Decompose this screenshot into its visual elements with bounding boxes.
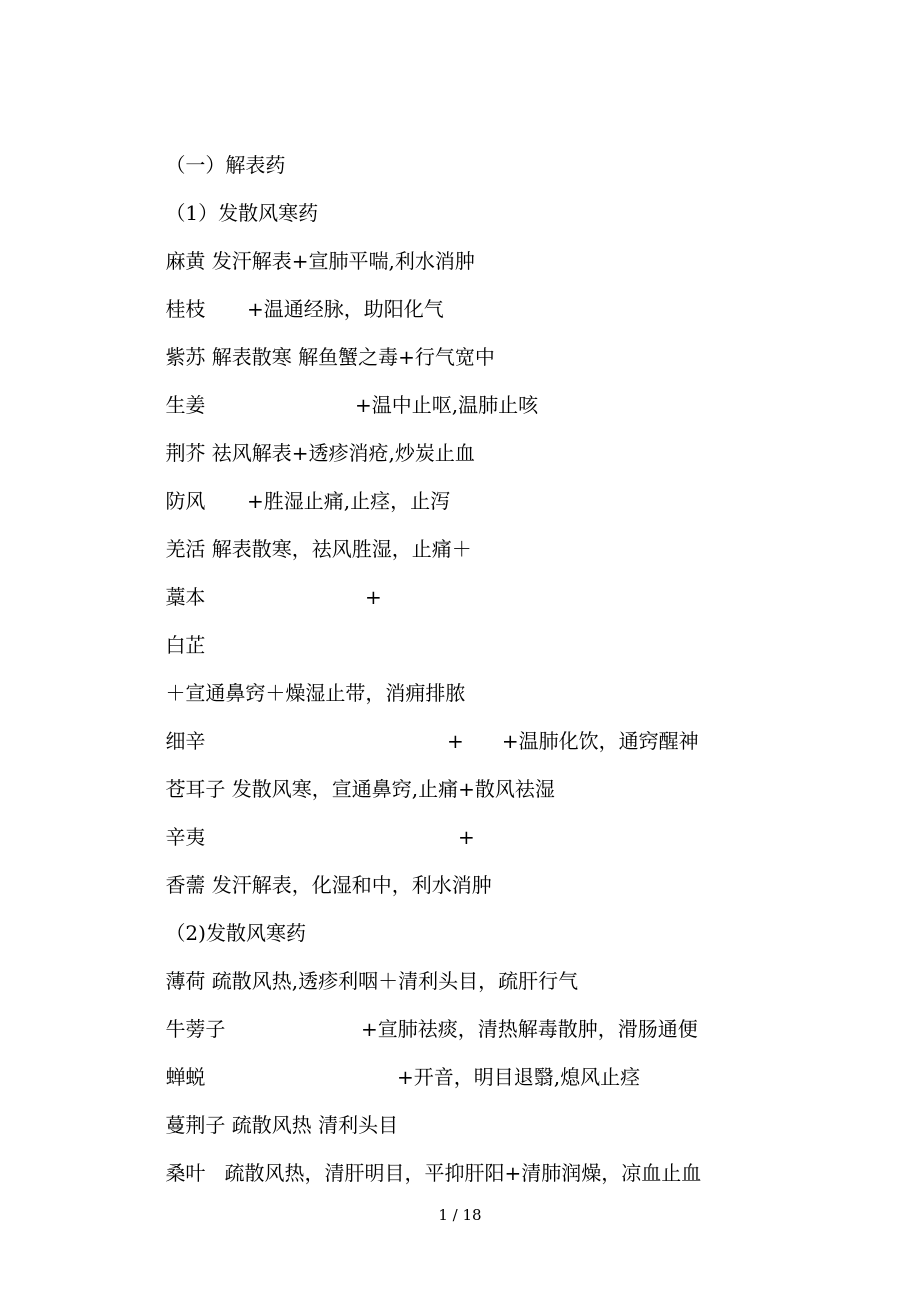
herb-name: 桂枝 — [165, 297, 206, 321]
herb-effects: 发汗解表+宣肺平喘,利水消肿 — [205, 249, 475, 273]
herb-effects: ＋宣通鼻窍＋燥湿止带，消痈排脓 — [165, 681, 466, 705]
herb-entry — [140, 504, 472, 561]
herb-name: 牛蒡子 — [165, 1017, 226, 1041]
herb-entry — [140, 264, 444, 321]
herb-name: 麻黄 — [165, 249, 206, 273]
herb-name: 细辛 — [165, 729, 206, 753]
herb-name: 藁本 — [165, 585, 206, 609]
herb-effects: + +温肺化饮，通窍醒神 — [447, 729, 699, 753]
herb-name: 羌活 — [165, 537, 206, 561]
herb-entry — [140, 1128, 702, 1185]
herb-entry — [140, 360, 539, 417]
herb-entry — [140, 408, 475, 465]
herb-effects: 疏散风热 清利头目 — [225, 1113, 399, 1137]
heading-text: （1）发散风寒药 — [165, 201, 319, 225]
herb-entry — [140, 552, 382, 609]
herb-name: 桑叶 — [165, 1161, 206, 1185]
herb-effects: + — [365, 585, 382, 609]
heading-text: （2)发散风寒药 — [165, 921, 306, 945]
herb-entry — [140, 1032, 641, 1089]
herb-entry — [140, 936, 579, 993]
subsection-heading — [140, 168, 319, 225]
herb-name: 辛夷 — [165, 825, 206, 849]
herb-name: 荆芥 — [165, 441, 206, 465]
herb-entry — [140, 216, 475, 273]
herb-entry — [140, 696, 699, 753]
herb-entry — [140, 840, 492, 897]
section-heading — [140, 120, 286, 177]
herb-effects: 祛风解表+透疹消疮,炒炭止血 — [205, 441, 475, 465]
herb-effects: 解表散寒 解鱼蟹之毒+行气宽中 — [205, 345, 495, 369]
herb-entry — [140, 1080, 399, 1137]
heading-text: （一）解表药 — [165, 153, 286, 177]
herb-effects: +胜湿止痛,止痉，止泻 — [247, 489, 451, 513]
herb-effects: 发散风寒，宣通鼻窍,止痛+散风祛湿 — [225, 777, 555, 801]
herb-name: 紫苏 — [165, 345, 206, 369]
herb-entry-continuation — [140, 648, 466, 705]
herb-name: 苍耳子 — [165, 777, 226, 801]
herb-entry — [140, 600, 206, 657]
herb-effects: 疏散风热,透疹利咽＋清利头目，疏肝行气 — [205, 969, 579, 993]
herb-effects: +温通经脉，助阳化气 — [247, 297, 444, 321]
herb-name: 防风 — [165, 489, 206, 513]
subsection-heading — [140, 888, 306, 945]
herb-name: 生姜 — [165, 393, 206, 417]
herb-effects: +温中止呕,温肺止咳 — [355, 393, 539, 417]
herb-entry — [140, 744, 555, 801]
herb-entry — [140, 984, 698, 1041]
herb-effects: 解表散寒，祛风胜湿，止痛＋ — [205, 537, 472, 561]
herb-name: 蝉蜕 — [165, 1065, 206, 1089]
herb-name: 白芷 — [165, 633, 206, 657]
page-number: 1 / 18 — [438, 1206, 482, 1224]
herb-effects: +开音，明目退翳,熄风止痉 — [397, 1065, 641, 1089]
herb-effects: +宣肺祛痰，清热解毒散肿，滑肠通便 — [361, 1017, 698, 1041]
herb-name: 香薷 — [165, 873, 206, 897]
herb-entry — [140, 792, 475, 849]
herb-effects: 疏散风热，清肝明目，平抑肝阳+清肺润燥，凉血止血 — [205, 1161, 702, 1185]
herb-entry — [140, 312, 495, 369]
herb-entry — [140, 456, 451, 513]
herb-effects: 发汗解表，化湿和中，利水消肿 — [205, 873, 492, 897]
herb-effects: + — [458, 825, 475, 849]
herb-name: 蔓荆子 — [165, 1113, 226, 1137]
herb-name: 薄荷 — [165, 969, 206, 993]
